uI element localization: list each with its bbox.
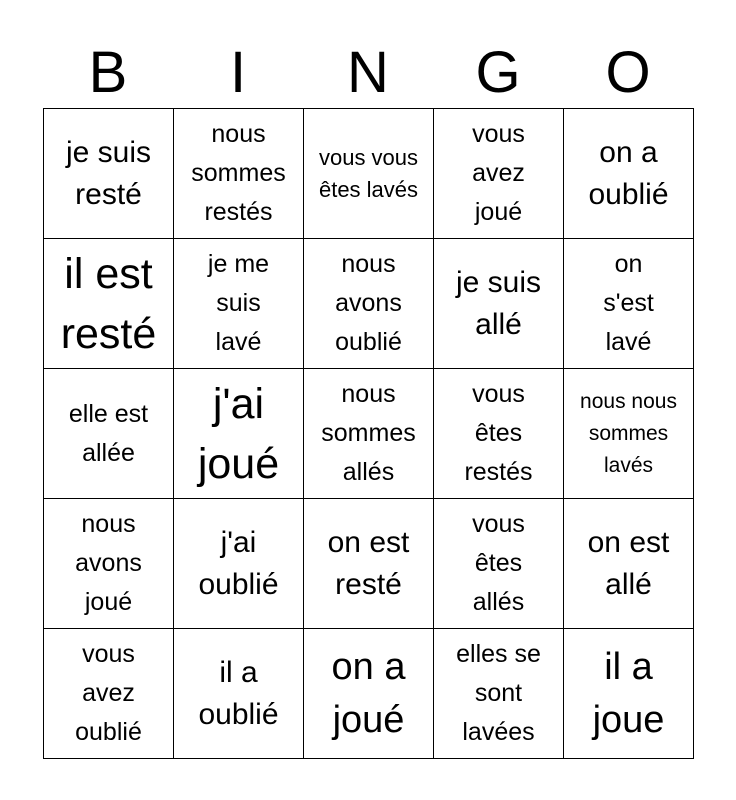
- bingo-cell-r1-c2[interactable]: nous sommes restés: [174, 109, 304, 239]
- bingo-cell-r2-c5[interactable]: on s'est lavé: [564, 239, 694, 369]
- bingo-cell-r1-c3[interactable]: vous vous êtes lavés: [304, 109, 434, 239]
- bingo-cell-r2-c4[interactable]: je suis allé: [434, 239, 564, 369]
- bingo-cell-r4-c1[interactable]: nous avons joué: [44, 499, 174, 629]
- header-letter-g: G: [475, 40, 521, 105]
- bingo-cell-r2-c3[interactable]: nous avons oublié: [304, 239, 434, 369]
- bingo-cell-r3-c1[interactable]: elle est allée: [44, 369, 174, 499]
- bingo-cell-r1-c5[interactable]: on a oublié: [564, 109, 694, 239]
- header-letter-o: O: [605, 40, 651, 105]
- bingo-cell-r1-c4[interactable]: vous avez joué: [434, 109, 564, 239]
- bingo-cell-r5-c2[interactable]: il a oublié: [174, 629, 304, 759]
- bingo-cell-r5-c1[interactable]: vous avez oublié: [44, 629, 174, 759]
- bingo-cell-r4-c4[interactable]: vous êtes allés: [434, 499, 564, 629]
- bingo-cell-r3-c5[interactable]: nous nous sommes lavés: [564, 369, 694, 499]
- bingo-cell-r2-c1[interactable]: il est resté: [44, 239, 174, 369]
- bingo-cell-r5-c3[interactable]: on a joué: [304, 629, 434, 759]
- bingo-cell-r3-c2[interactable]: j'ai joué: [174, 369, 304, 499]
- bingo-cell-r4-c3[interactable]: on est resté: [304, 499, 434, 629]
- bingo-cell-r4-c5[interactable]: on est allé: [564, 499, 694, 629]
- bingo-cell-r3-c3[interactable]: nous sommes allés: [304, 369, 434, 499]
- bingo-cell-r4-c2[interactable]: j'ai oublié: [174, 499, 304, 629]
- bingo-cell-r2-c2[interactable]: je me suis lavé: [174, 239, 304, 369]
- bingo-cell-r5-c5[interactable]: il a joue: [564, 629, 694, 759]
- bingo-card-grid: [43, 108, 694, 759]
- bingo-cell-r5-c4[interactable]: elles se sont lavées: [434, 629, 564, 759]
- header-letter-n: N: [347, 40, 389, 105]
- header-letter-i: I: [229, 40, 247, 105]
- header-letter-b: B: [88, 40, 128, 105]
- bingo-cell-r1-c1[interactable]: je suis resté: [44, 109, 174, 239]
- bingo-cell-r3-c4[interactable]: vous êtes restés: [434, 369, 564, 499]
- bingo-header: [43, 38, 693, 108]
